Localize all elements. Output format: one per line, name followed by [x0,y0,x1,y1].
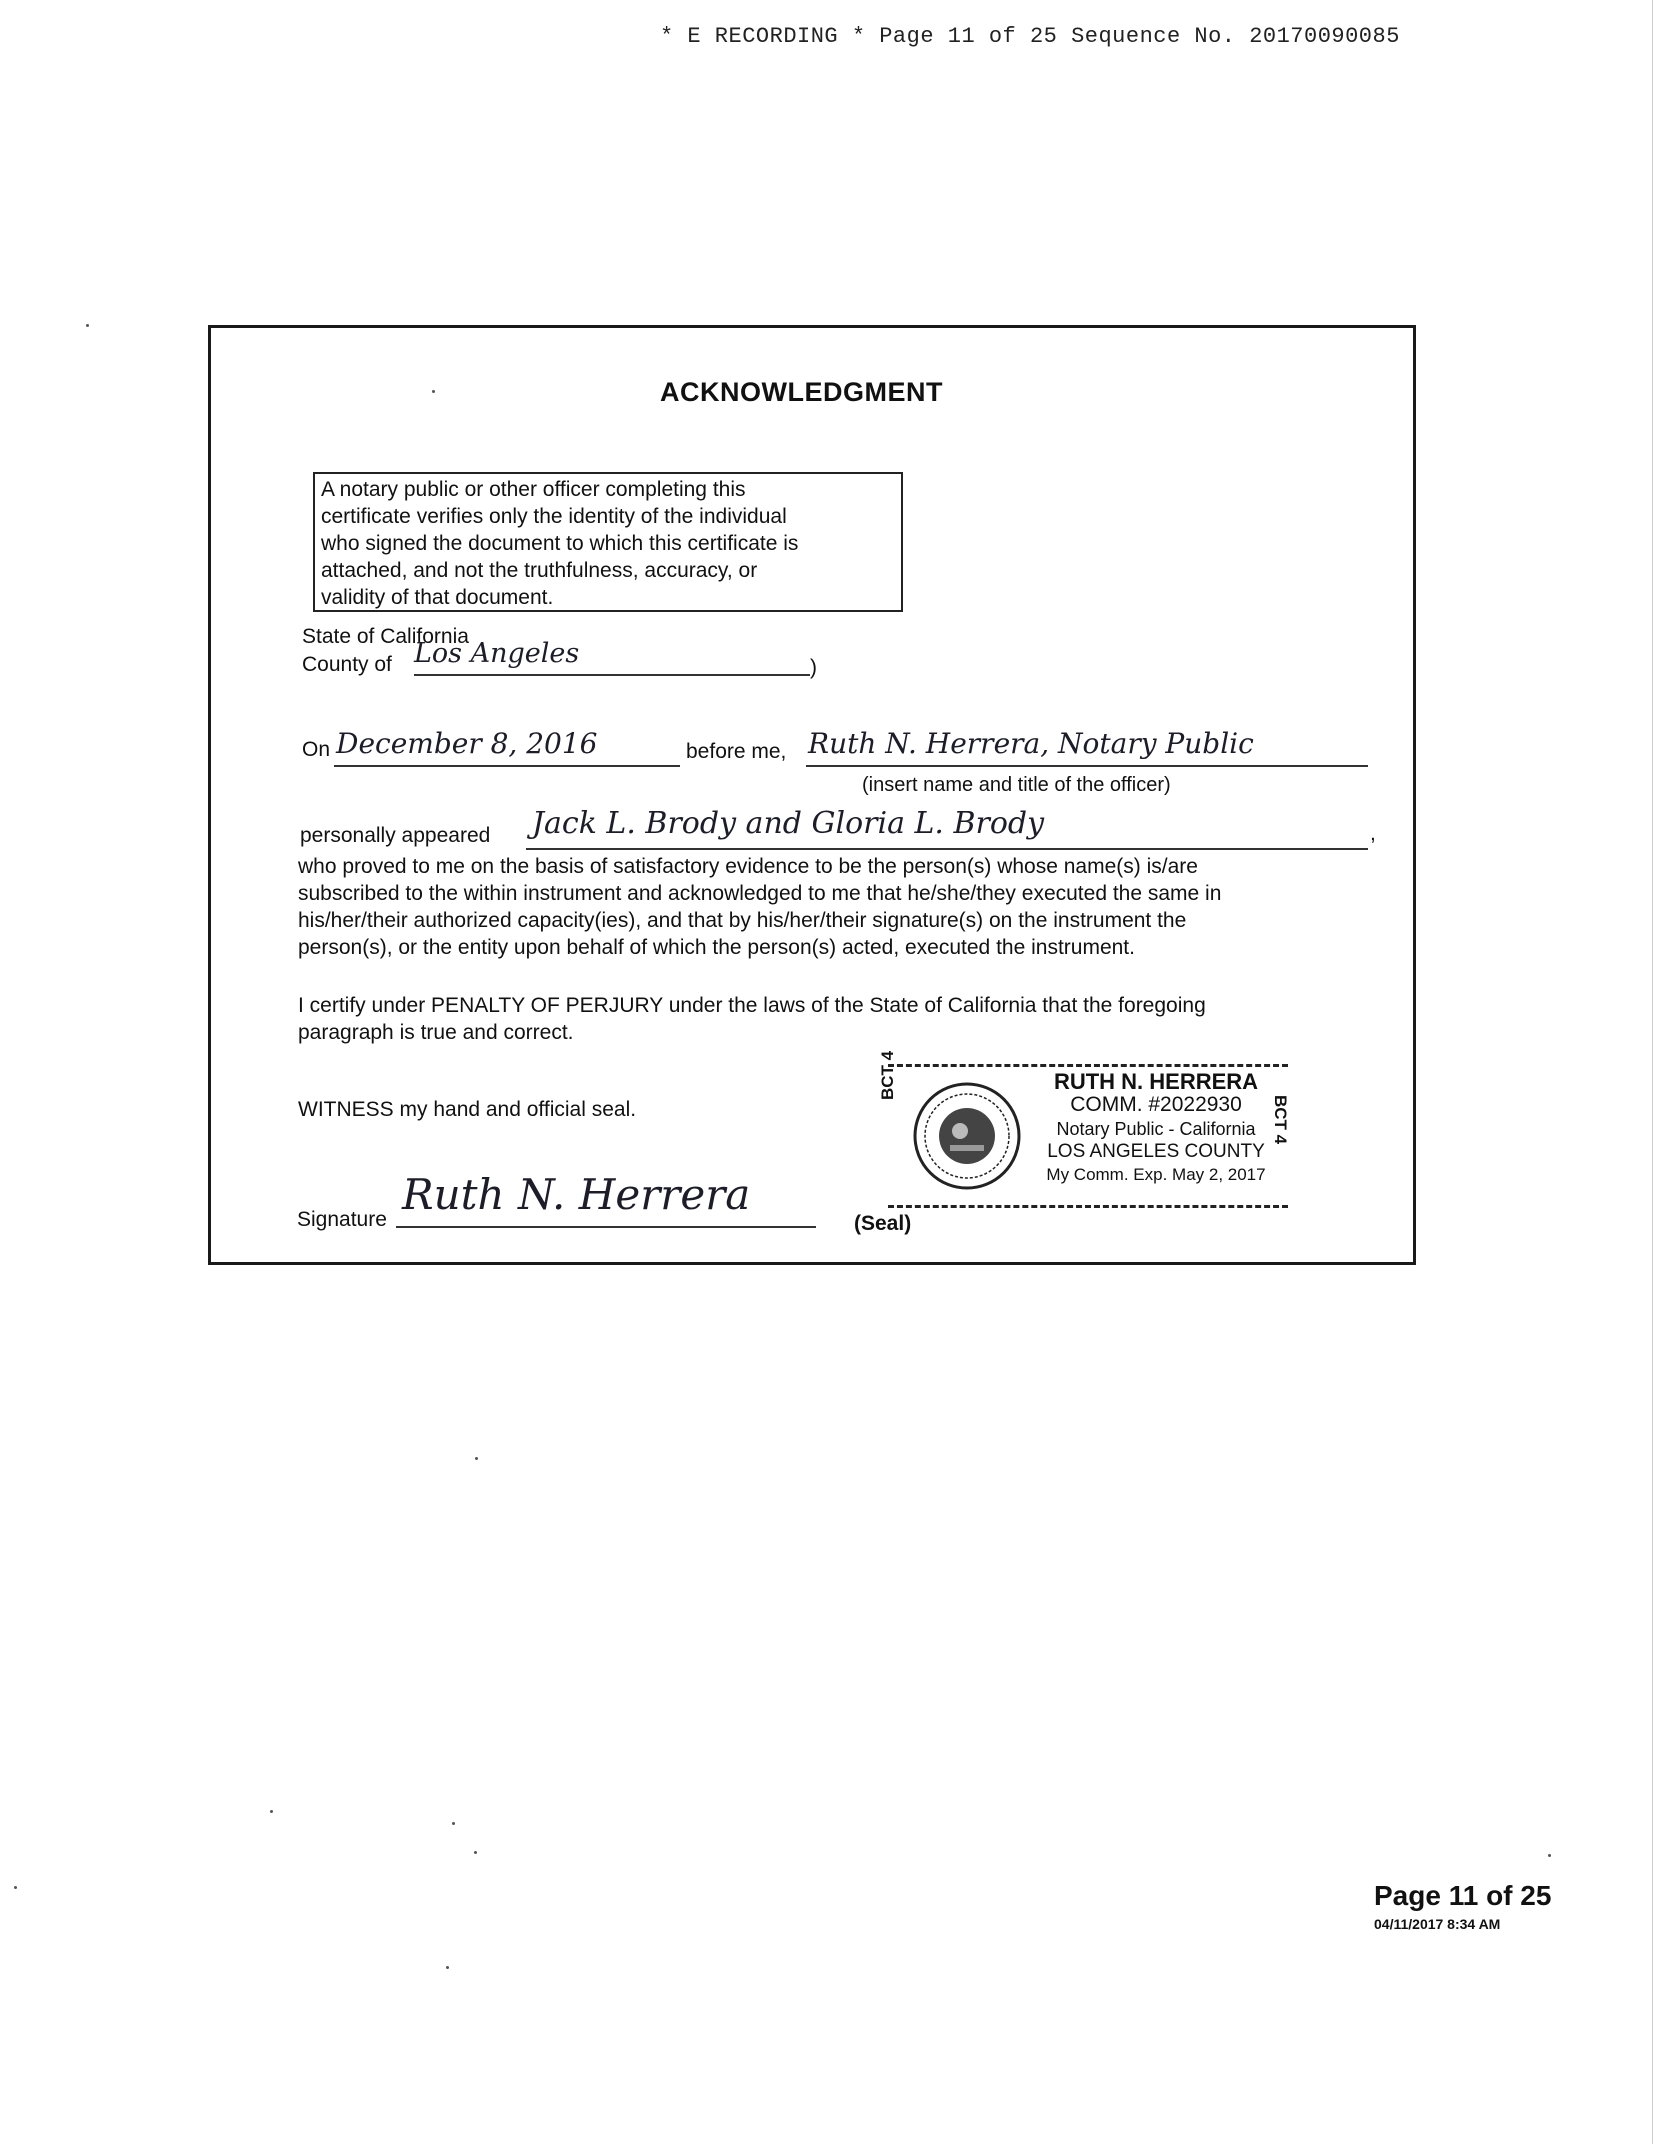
witness-text: WITNESS my hand and official seal. [298,1098,637,1121]
seal-emblem-detail [952,1123,968,1139]
disclaimer-box [313,472,903,612]
appeared-field [526,806,1368,850]
seal-expiration: My Comm. Exp. May 2, 2017 [1046,1165,1266,1184]
scan-speck [446,1966,449,1969]
acknowledgment-body [298,853,1398,961]
notary-stamp [888,1064,1288,1208]
seal-label: (Seal) [854,1212,912,1235]
certificate-title: ACKNOWLEDGMENT [660,377,943,407]
date-value: December 8, 2016 [336,727,598,760]
scan-speck [432,390,435,393]
disclaimer-line: validity of that document. [321,586,554,609]
county-close-paren: ) [810,656,817,679]
disclaimer-line: attached, and not the truthfulness, accuracy, or [321,559,758,582]
seal-side-code-right: BCT 4 [1271,1095,1290,1145]
page-edge-line [1652,0,1653,2144]
seal-comm: COMM. #2022930 [1070,1093,1242,1116]
scan-speck [14,1886,17,1889]
scan-speck [270,1810,273,1813]
disclaimer-line: who signed the document to which this certificate is [321,532,799,555]
disclaimer-line: certificate verifies only the identity of the individual [321,505,787,528]
state-label: State of California [302,625,469,648]
body-line: his/her/their authorized capacity(ies), and that by his/her/their signature(s) on the instrument the [298,909,1187,932]
signature-field [396,1170,816,1228]
seal-title: Notary Public - California [1056,1119,1256,1139]
appeared-comma: , [1370,822,1376,845]
body-line: subscribed to the within instrument and acknowledged to me that he/she/they executed the same in [298,882,1222,905]
scan-speck [452,1822,455,1825]
certify-line: paragraph is true and correct. [298,1021,574,1044]
notary-seal-emblem [912,1081,1022,1191]
scan-speck [1548,1854,1551,1857]
footer-page-number: Page 11 of 25 [1374,1880,1552,1911]
before-me-label: before me, [686,740,787,763]
seal-county: LOS ANGELES COUNTY [1047,1141,1265,1162]
on-label: On [302,738,331,761]
seal-center-emblem [939,1108,995,1164]
signature-label: Signature [297,1208,387,1231]
scan-speck [475,1457,478,1460]
officer-field [806,727,1368,767]
scan-speck [474,1851,477,1854]
body-line: who proved to me on the basis of satisfactory evidence to be the person(s) whose name(s) is/are [298,855,1198,878]
seal-side-code-left: BCT 4 [878,1050,897,1100]
certify-paragraph [298,992,1398,1046]
appeared-value: Jack L. Brody and Gloria L. Brody [532,806,1045,841]
county-label: County of [302,653,392,676]
county-field [414,638,810,676]
scan-speck [86,324,89,327]
signature-value: Ruth N. Herrera [402,1170,751,1219]
recording-header: * E RECORDING * Page 11 of 25 Sequence No. 20170090085 [660,24,1400,49]
footer-datetime: 04/11/2017 8:34 AM [1374,1916,1501,1932]
seal-name: RUTH N. HERRERA [1053,1069,1259,1094]
certify-line: I certify under PENALTY OF PERJURY under the laws of the State of California that the foregoing [298,994,1206,1017]
county-value: Los Angeles [414,638,580,669]
body-line: person(s), or the entity upon behalf of which the person(s) acted, executed the instrument. [298,936,1135,959]
date-field [334,727,680,767]
officer-value: Ruth N. Herrera, Notary Public [808,727,1254,760]
seal-emblem-base [950,1145,984,1151]
appeared-label: personally appeared [300,824,491,847]
officer-caption: (insert name and title of the officer) [862,774,1171,796]
disclaimer-line: A notary public or other officer completing this [321,478,746,501]
